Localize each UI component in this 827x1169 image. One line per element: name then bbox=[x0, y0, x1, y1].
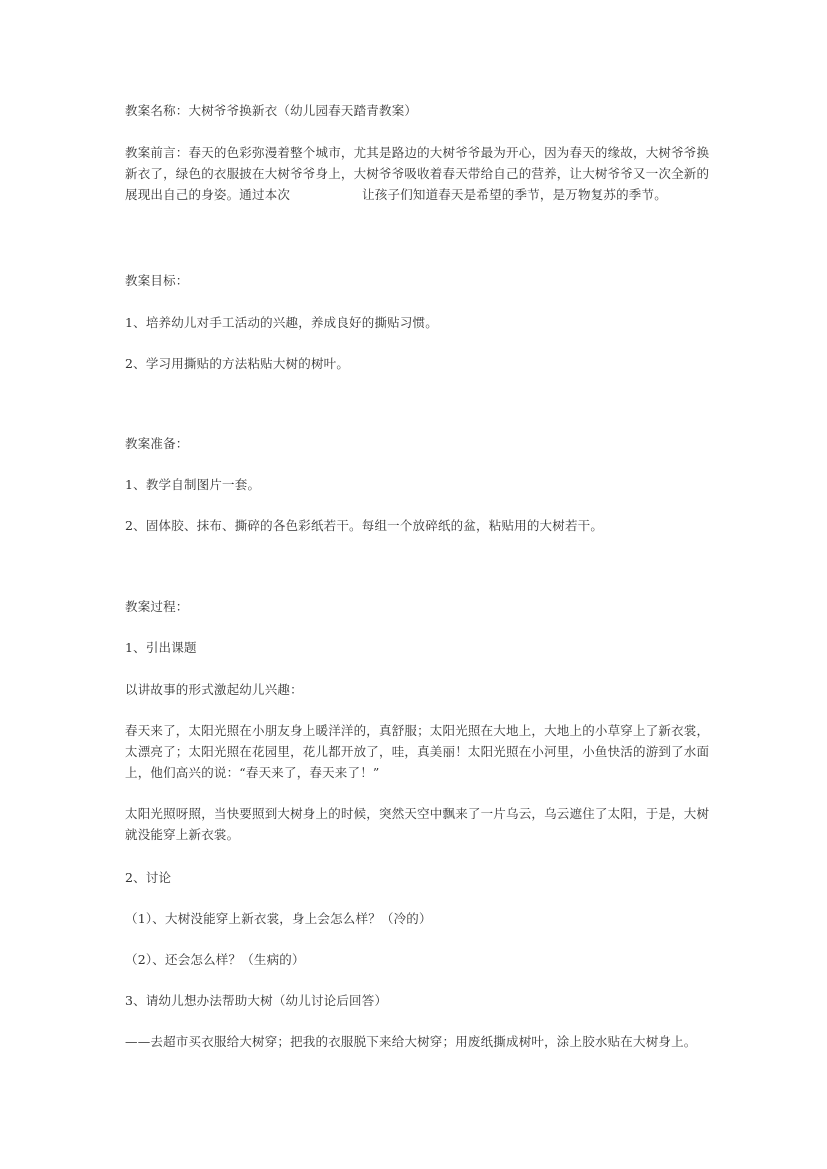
preface-line-3b: 让孩子们知道春天是希望的季节，是万物复苏的季节。 bbox=[362, 187, 667, 202]
process-step-2: 2、讨论 bbox=[125, 870, 172, 885]
preface-line-3a: 展现出自己的身姿。通过本次 bbox=[125, 187, 291, 202]
story-paragraph-2 bbox=[125, 803, 710, 845]
lesson-preface bbox=[125, 142, 710, 205]
story1-line-2: 太漂亮了；太阳光照在花园里，花儿都开放了，哇，真美丽！太阳光照在小河里，小鱼快活的游到了水面 bbox=[125, 744, 710, 759]
goals-heading: 教案目标： bbox=[125, 273, 189, 288]
lesson-title: 教案名称：大树爷爷换新衣（幼儿园春天踏青教案） bbox=[125, 103, 418, 118]
goal-item-1: 1、培养幼儿对手工活动的兴趣，养成良好的撕贴习惯。 bbox=[125, 315, 438, 330]
story-paragraph-1 bbox=[125, 720, 710, 783]
preface-line-3 bbox=[125, 184, 705, 205]
preface-line-1: 教案前言：春天的色彩弥漫着整个城市，尤其是路边的大树爷爷最为开心，因为春天的缘故，大树爷爷换 bbox=[125, 145, 710, 160]
preface-line-2: 新衣了，绿色的衣服披在大树爷爷身上，大树爷爷吸收着春天带给自己的营养，让大树爷爷又一次全新的 bbox=[125, 166, 710, 181]
story1-line-3: 上，他们高兴的说：“春天来了，春天来了！” bbox=[125, 765, 380, 780]
story2-line-1: 太阳光照呀照，当快要照到大树身上的时候，突然天空中飘来了一片乌云，乌云遮住了太阳，于是，大树 bbox=[125, 806, 710, 821]
process-intro: 以讲故事的形式激起幼儿兴趣： bbox=[125, 682, 303, 697]
process-step-3: 3、请幼儿想办法帮助大树（幼儿讨论后回答） bbox=[125, 993, 388, 1008]
process-step-1: 1、引出课题 bbox=[125, 640, 197, 655]
story1-line-1: 春天来了，太阳光照在小朋友身上暖洋洋的，真舒服；太阳光照在大地上，大地上的小草穿上了新衣裳， bbox=[125, 723, 710, 738]
story2-line-2: 就没能穿上新衣裳。 bbox=[125, 827, 240, 842]
preparation-heading: 教案准备： bbox=[125, 436, 189, 451]
discussion-question-2: （2）、还会怎么样？（生病的） bbox=[125, 952, 305, 967]
preparation-item-1: 1、教学自制图片一套。 bbox=[125, 477, 261, 492]
process-heading: 教案过程： bbox=[125, 599, 189, 614]
discussion-question-1: （1）、大树没能穿上新衣裳，身上会怎么样？（冷的） bbox=[125, 911, 432, 926]
preparation-item-2: 2、固体胶、抹布、撕碎的各色彩纸若干。每组一个放碎纸的盆，粘贴用的大树若干。 bbox=[125, 518, 604, 533]
children-answer: ——去超市买衣服给大树穿；把我的衣服脱下来给大树穿；用废纸撕成树叶，涂上胶水贴在大树身上。 bbox=[125, 1034, 697, 1049]
goal-item-2: 2、学习用撕贴的方法粘贴大树的树叶。 bbox=[125, 356, 350, 371]
